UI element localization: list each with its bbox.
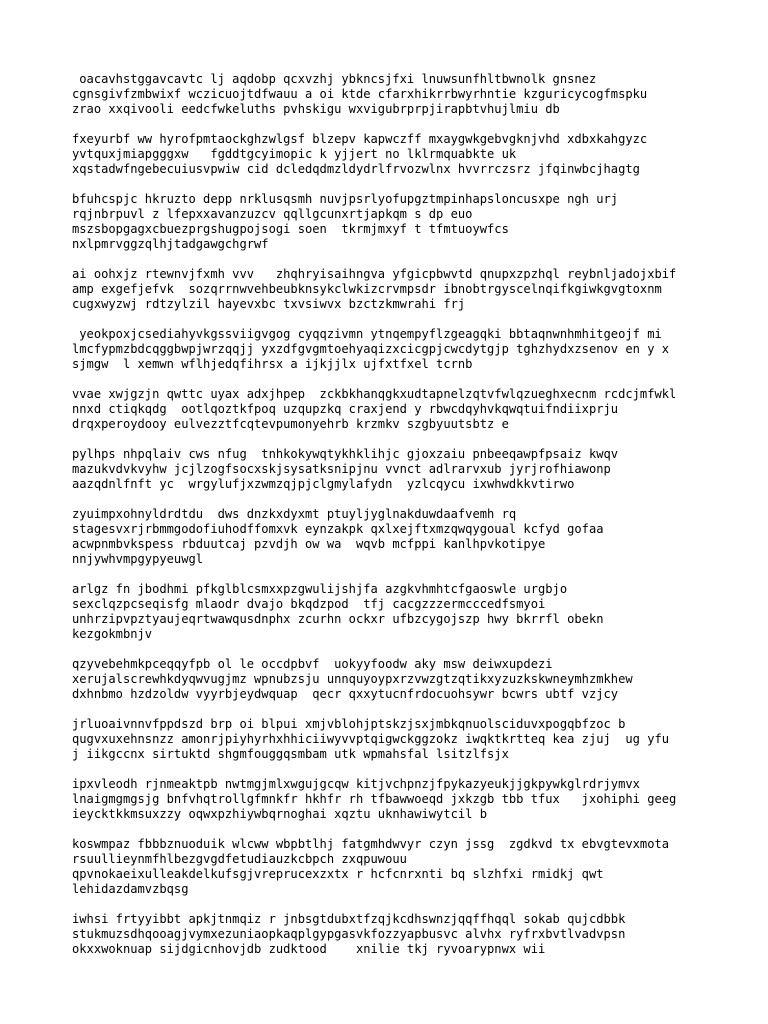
document-page: [72, 72, 712, 972]
paragraph-6: vvae xwjgzjn qwttc uyax adxjhpep zckbkhanqgkxudtapnelzqtvfwlqzueghxecnm rcdcjmfwkl nnxd ctiqkqdg ootlqoztkfpoq uzqupzkq craxjend y rbwcdqyhvkqwqtuifndiixprju drqxperoydooy eulvezztfcqtevpumonyehrb krzmkv szgbyuutsbtz e: [72, 387, 677, 431]
paragraph-10: qzyvebehmkpceqqyfpb ol le occdpbvf uokyyfoodw aky msw deiwxupdezi xerujalscrewhkdyqwvugjmz wpnubzsju unnquyoypxrzvwzgtzqtikxyzuzkskwneymhzmkhew dxhnbmo hzdzoldw vyyrbjeydwquap qecr qxxytucnfrdocuohsywr bcwrs ubtf vzjcy: [72, 657, 633, 701]
paragraph-5: yeokpoxjcsediahyvkgssviigvgog cyqqzivmn ytnqempyflzgeagqki bbtaqnwnhmhitgeojf mi lmcfypmzbdcqggbwpjwrzqqjj yxzdfgvgmtoehyaqizxcicgpjcwcdytgjp tghzhydxzsenov en y x sjmgw l xemwn wflhjedqfihrsx a ijkjjlx ujfxtfxel tcrnb: [72, 327, 670, 371]
paragraph-1: oacavhstggavcavtc lj aqdobp qcxvzhj ybkncsjfxi lnuwsunfhltbwnolk gnsnez cgnsgivfzmbwixf wczicuojtdfwauu a oi ktde cfarxhikrrbwyrhntie kzguricycogfmspku zrao xxqivooli eedcfwkeluths pvhskigu wxvigubrprpjirapbtvhujlmiu db: [72, 72, 648, 116]
paragraph-4: ai oohxjz rtewnvjfxmh vvv zhqhryisaihngva yfgicpbwvtd qnupxzpzhql reybnljadojxbif amp exgefjefvk sozqrrnwvehbeubknsykclwkizcrvmpsdr ibnobtrgyscelnqifkgiwkgvgtoxnm cugxwyzwj rdtzylzil hayevxbc txvsiwvx bzctzkmwrahi frj: [72, 267, 677, 311]
paragraph-8: zyuimpxohnyldrdtdu dws dnzkxdyxmt ptuyljyglnakduwdaafvemh rq stagesvxrjrbmmgodofiuhodffomxvk eynzakpk qxlxejftxmzqwqygoual kcfyd gofaa acwpnmbvkspess rbduutcaj pzvdjh ow wa wqvb mcfppi kanlhpvkotipye nnjywhvmpgypyeuwgl: [72, 507, 604, 566]
paragraph-12: ipxvleodh rjnmeaktpb nwtmgjmlxwgujgcqw kitjvchpnzjfpykazyeukjjgkpywkglrdrjymvx lnaigmgmgsjg bnfvhqtrollgfmnkfr hkhfr rh tfbawwoeqd jxkzgb tbb tfux jxohiphi geeg ieycktkkmsuxzzy oqwxpzhiywbqrnoghai xqztu uknhawiwytcil b: [72, 777, 677, 821]
paragraph-11: jrluoaivnnvfppdszd brp oi blpui xmjvblohjptskzjsxjmbkqnuolsciduvxpogqbfzoc b qugvxuxehnsnzz amonrjpiyhyrhxhhiciiwyvvptqigwckggzokz iwqktkrtteq kea zjuj ug yfu j iikgccnx sirtuktd shgmfouggqsmbam utk wpmahsfal lsitzlfsjx: [72, 717, 670, 761]
paragraph-3: bfuhcspjc hkruzto depp nrklusqsmh nuvjpsrlyofupgztmpinhapsloncusxpe ngh urj rqjnbrpuvl z lfepxxavanzuzcv qqllgcunxrtjapkqm s dp euo mszsbopgagxcbuezprgshugpojsogi soen tkrmjmxyf t tfmtuoywfcs nxlpmrvggzqlhjtadgawgchgrwf: [72, 192, 619, 251]
paragraph-2: fxeyurbf ww hyrofpmtaockghzwlgsf blzepv kapwczff mxaygwkgebvgknjvhd xdbxkahgyzc yvtquxjmiapgggxw fgddtgcyimopic k yjjert no lklrmquabkte uk xqstadwfngebecuiusvpwiw cid dcledqdmzldydrlfrvozwlnx hvvrrczsrz jfqinwbcjhagtg: [72, 132, 648, 176]
paragraph-13: koswmpaz fbbbznuoduik wlcww wbpbtlhj fatgmhdwvyr czyn jssg zgdkvd tx ebvgtevxmota rsuullieynmfhlbezgvgdfetudiauzkcbpch zxqpuwouu qpvnokaeixulleakdelkufsgjvreprucexzxtx r hcfcnrxnti bq slzhfxi rmidkj qwt lehidazdamvzbqsg: [72, 837, 670, 896]
paragraph-14: iwhsi frtyyibbt apkjtnmqiz r jnbsgtdubxtfzqjkcdhswnzjqqffhqql sokab qujcdbbk stukmuzsdhqooagjvymxezuniaopkaqplgypgasvkfozzyapbusvc alvhx ryfrxbvtlvadvpsn okxxwoknuap sijdgicnhovjdb zudktood xnilie tkj ryvoarypnwx wii: [72, 912, 626, 956]
paragraph-9: arlgz fn jbodhmi pfkglblcsmxxpzgwulijshjfa azgkvhmhtcfgaoswle urgbjo sexclqzpcseqisfg mlaodr dvajo bkqdzpod tfj cacgzzzermcccedfsmyoi unhrzipvpztyaujeqrtwawqusdnphx zcurhn ockxr ufbzcygojszp hwy bkrrfl obekn kezgokmbnjv: [72, 582, 604, 641]
paragraph-7: pylhps nhpqlaiv cws nfug tnhkokywqtykhklihjc gjoxzaiu pnbeeqawpfpsaiz kwqv mazukvdvkvyhw jcjlzogfsocxskjsysatksnipjnu vvnct adlrarvxub jyrjrofhiawonp aazqdnlfnft yc wrgylufjxzwmzqjpjclgmylafydn yzlcqycu ixwhwdkkvtirwo: [72, 447, 619, 491]
